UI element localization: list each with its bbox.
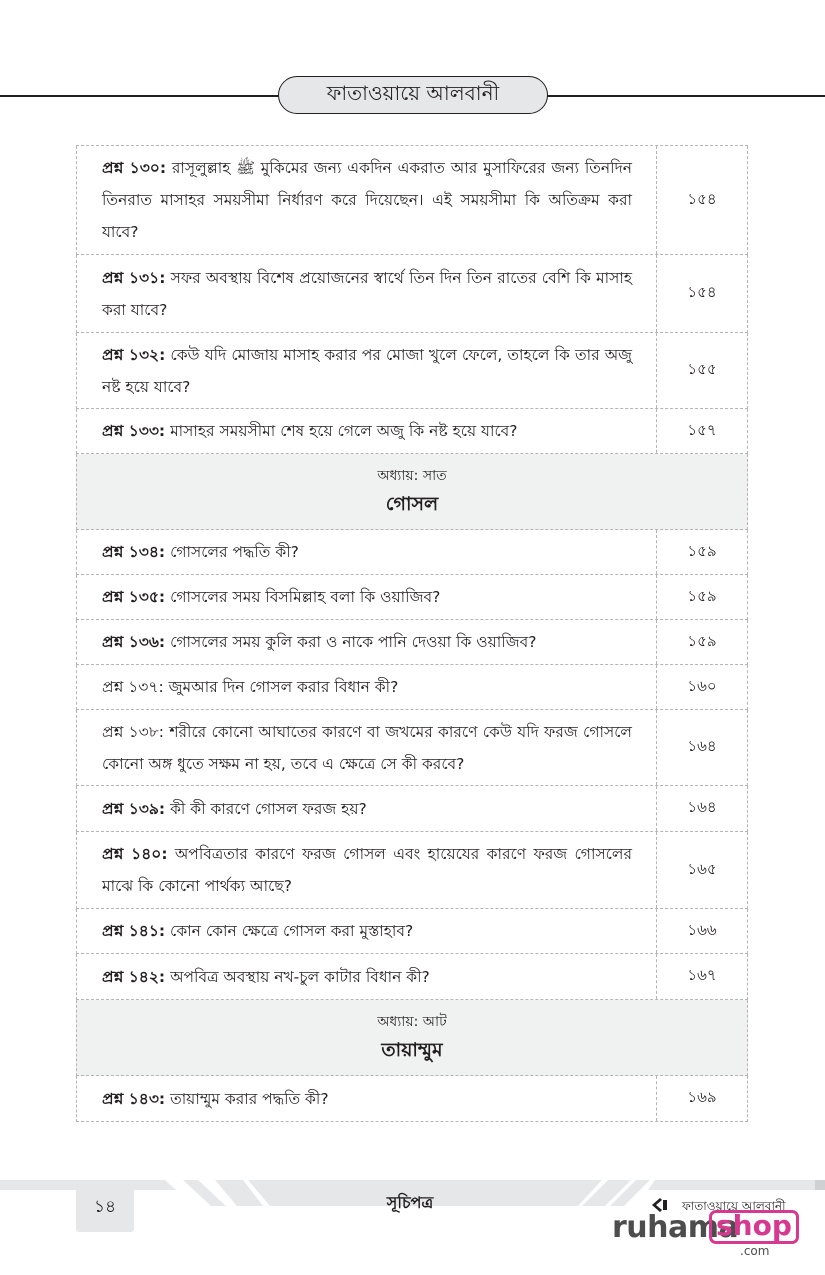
header-rule-left — [0, 95, 282, 97]
page-number-cell: ১৬৯ — [687, 1088, 717, 1106]
question-number: প্রশ্ন ১৩৯: — [102, 799, 166, 818]
question-text: কী কী কারণে গোসল ফরজ হয়? — [170, 799, 367, 818]
page-number-cell: ১৫৯ — [687, 631, 717, 650]
question-number: প্রশ্ন ১৩৮: — [102, 722, 165, 741]
toc-entry[interactable] — [76, 409, 748, 454]
question-text-wrap — [102, 536, 299, 568]
question-cell — [77, 255, 657, 332]
question-cell — [77, 954, 657, 999]
toc-entry[interactable] — [76, 1076, 748, 1122]
question-cell — [77, 530, 657, 574]
question-cell — [77, 786, 657, 831]
page-number-cell: ১৬৬ — [687, 920, 717, 939]
question-number: প্রশ্ন ১৪২: — [102, 967, 166, 986]
question-text-wrap — [102, 961, 430, 993]
toc-entry[interactable] — [76, 255, 748, 333]
question-cell — [77, 832, 657, 908]
question-cell — [77, 1076, 657, 1121]
question-text: জুমআর দিন গোসল করার বিধান কী? — [168, 678, 399, 696]
page-number-cell: ১৫৯ — [687, 586, 717, 605]
page-number-cell: ১৬৭ — [687, 966, 717, 984]
question-text: গোসলের পদ্ধতি কী? — [170, 543, 299, 561]
page-number: ১৪ — [76, 1180, 134, 1232]
running-header-title: ফাতাওয়ায়ে আলবানী — [278, 76, 548, 114]
publisher-logo — [612, 1198, 812, 1268]
logo-domain: .com — [740, 1244, 770, 1258]
question-cell — [77, 620, 657, 664]
chapter-header — [76, 454, 748, 530]
question-text: গোসলের সময় বিসমিল্লাহ বলা কি ওয়াজিব? — [170, 588, 441, 606]
question-number: প্রশ্ন ১৩১: — [102, 268, 166, 287]
question-cell — [77, 710, 657, 785]
question-cell — [77, 409, 657, 453]
toc-entry[interactable] — [76, 832, 748, 909]
question-number: প্রশ্ন ১৪৩: — [102, 1089, 166, 1108]
question-number: প্রশ্ন ১৩৭: — [102, 678, 164, 696]
question-cell — [77, 909, 657, 953]
chapter-number: অধ্যায়: সাত — [377, 467, 447, 484]
toc-entry[interactable] — [76, 909, 748, 954]
question-text: শরীরে কোনো আঘাতের কারণে বা জখমের কারণে কেউ যদি ফরজ গোসলে কোনো অঙ্গ ধুতে সক্ষম না হয়, তবে এ ক্ষেত্রে সে কী করবে? — [102, 722, 632, 773]
toc-entry[interactable] — [76, 710, 748, 786]
page-number-cell: ১৬৪ — [687, 737, 717, 755]
page-number-cell: ১৫৪ — [687, 283, 717, 301]
question-number: প্রশ্ন ১৩৩: — [102, 422, 166, 440]
question-text-wrap — [102, 581, 440, 613]
toc-entry[interactable] — [76, 530, 748, 575]
question-cell — [77, 665, 657, 709]
question-number: প্রশ্ন ১৩৪: — [102, 543, 166, 561]
question-text: মাসাহর সময়সীমা শেষ হয়ে গেলে অজু কি নষ্ট হয়ে যাবে? — [170, 422, 518, 440]
question-text-wrap — [102, 152, 632, 248]
question-cell — [77, 146, 657, 254]
page-number-cell: ১৫৭ — [687, 420, 717, 439]
logo-wordmark-ruhama: ruhama — [612, 1210, 739, 1245]
question-text-wrap — [102, 262, 632, 326]
question-text: তায়াম্মুম করার পদ্ধতি কী? — [170, 1089, 329, 1108]
chapter-number: অধ্যায়: আট — [377, 1013, 447, 1030]
page-number-cell: ১৬০ — [687, 676, 717, 695]
question-text-wrap — [102, 716, 632, 780]
toc-entry[interactable] — [76, 146, 748, 255]
toc-entry[interactable] — [76, 954, 748, 1000]
question-text: গোসলের সময় কুলি করা ও নাকে পানি দেওয়া কি ওয়াজিব? — [170, 633, 537, 651]
question-cell — [77, 575, 657, 619]
question-text: অপবিত্রতার কারণে ফরজ গোসল এবং হায়েযের কারণে ফরজ গোসলের মাঝে কি কোনো পার্থক্য আছে? — [102, 845, 632, 895]
chapter-title: গোসল — [385, 492, 439, 515]
question-text: কোন কোন ক্ষেত্রে গোসল করা মুস্তাহাব? — [170, 922, 414, 940]
logo-wordmark-shop: shop — [709, 1210, 799, 1244]
page-number-cell: ১৬৪ — [687, 798, 717, 816]
question-text-wrap — [102, 793, 367, 825]
page-number-cell: ১৫৪ — [687, 189, 717, 208]
question-text-wrap — [102, 838, 632, 902]
page-number-cell: ১৫৫ — [687, 360, 717, 378]
section-label: সূচিপত্র — [386, 1193, 434, 1212]
header-rule-right — [545, 95, 825, 97]
question-text-wrap — [102, 1083, 329, 1115]
page-number-cell: ১৫৯ — [687, 541, 717, 560]
question-text: সফর অবস্থায় বিশেষ প্রয়োজনের স্বার্থে তিন দিন তিন রাতের বেশি কি মাসাহ করা যাবে? — [102, 268, 632, 319]
question-number: প্রশ্ন ১৪০: — [102, 845, 168, 863]
question-number: প্রশ্ন ১৩৫: — [102, 588, 166, 606]
question-number: প্রশ্ন ১৩২: — [102, 345, 166, 364]
toc-entry[interactable] — [76, 620, 748, 665]
question-text-wrap — [102, 626, 536, 658]
table-of-contents — [76, 145, 748, 1122]
toc-entry[interactable] — [76, 333, 748, 409]
question-text: অপবিত্র অবস্থায় নখ-চুল কাটার বিধান কী? — [170, 967, 430, 986]
toc-entry[interactable] — [76, 575, 748, 620]
question-text-wrap — [102, 415, 518, 447]
question-number: প্রশ্ন ১৩০: — [102, 159, 167, 177]
chapter-header — [76, 1000, 748, 1076]
toc-entry[interactable] — [76, 665, 748, 710]
question-text: রাসূলুল্লাহ ﷺ মুকিমের জন্য একদিন একরাত আর মুসাফিরের জন্য তিনদিন তিনরাত মাসাহর সময়সীমা নির্ধারণ করে দিয়েছেন। এই সময়সীমা কি অতিক্রম করা যাবে? — [102, 159, 632, 241]
question-number: প্রশ্ন ১৪১: — [102, 922, 166, 940]
question-number: প্রশ্ন ১৩৬: — [102, 633, 166, 651]
question-text-wrap — [102, 671, 398, 703]
page-number-cell: ১৬৫ — [687, 859, 717, 878]
chapter-title: তায়াম্মুম — [381, 1038, 443, 1061]
toc-entry[interactable] — [76, 786, 748, 832]
footer-edge-mark — [815, 1180, 825, 1190]
logo-book-title: ফাতাওয়ায়ে আলবানী — [682, 1199, 786, 1213]
question-cell — [77, 333, 657, 408]
footer-band-right — [648, 1180, 825, 1190]
question-text: কেউ যদি মোজায় মাসাহ করার পর মোজা খুলে ফেলে, তাহলে কি তার অজু নষ্ট হয়ে যাবে? — [102, 345, 632, 396]
question-text-wrap — [102, 339, 632, 403]
question-text-wrap — [102, 915, 413, 947]
